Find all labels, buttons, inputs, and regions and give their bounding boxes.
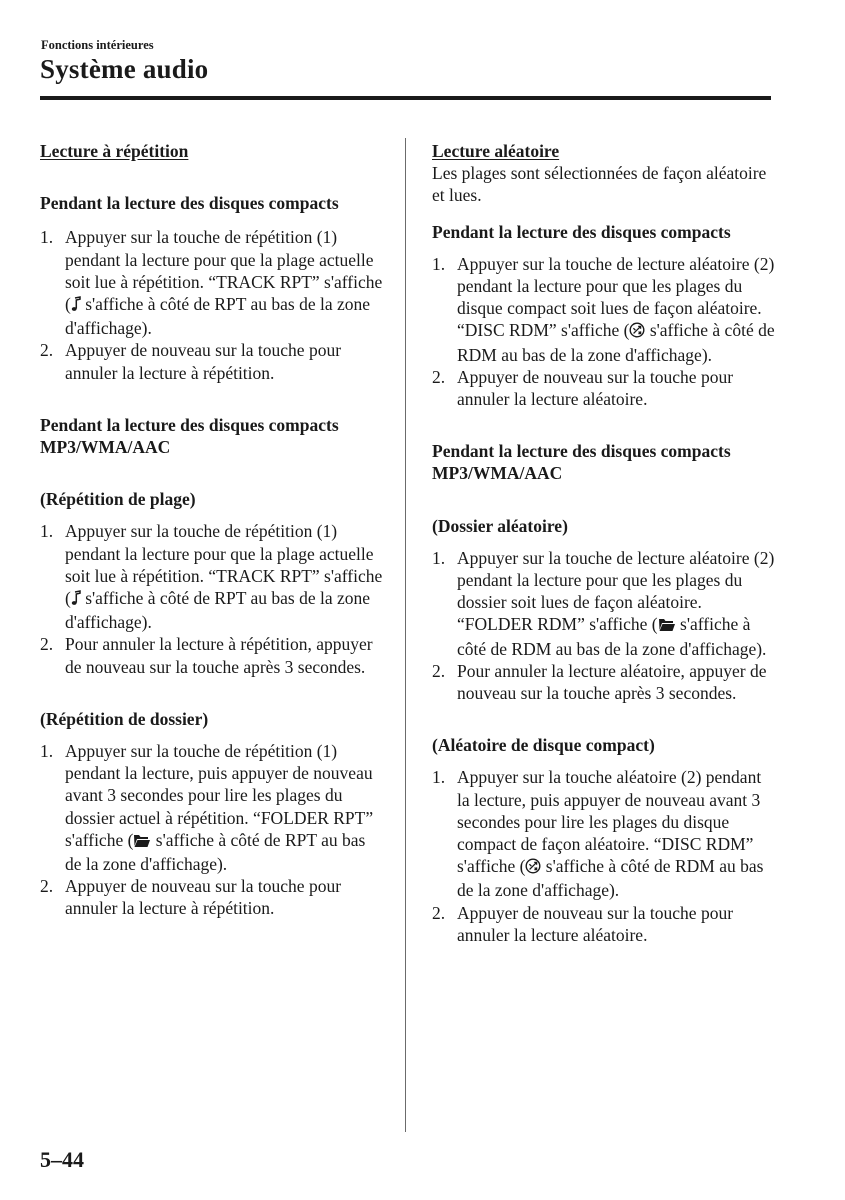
- list-item: 2. Appuyer de nouveau sur la touche pour annuler la lecture à répétition.: [40, 876, 342, 919]
- disc-random-icon: [525, 857, 541, 879]
- list-item: 2. Appuyer de nouveau sur la touche pour annuler la lecture à répétition.: [40, 340, 342, 383]
- repeat-cd-title: Pendant la lecture des disques compacts: [40, 193, 339, 214]
- repeat-mp3-title: Pendant la lecture des disques compacts MP3/WMA/AAC: [40, 414, 339, 458]
- header-section-label: Fonctions intérieures: [41, 38, 154, 52]
- header-rule: [40, 96, 771, 100]
- music-note-icon: [71, 295, 81, 317]
- list-item: 2. Pour annuler la lecture à répétition, appuyer de nouveau sur la touche après 3 secondes.: [40, 634, 373, 677]
- random-cd-steps: [432, 253, 777, 410]
- column-divider: [405, 138, 406, 1132]
- folder-repeat-steps: [40, 740, 385, 920]
- page-title: Système audio: [40, 54, 209, 84]
- random-intro: Les plages sont sélectionnées de façon aléatoire et lues.: [432, 163, 767, 206]
- folder-icon: [133, 831, 151, 853]
- random-mp3-title: Pendant la lecture des disques compacts MP3/WMA/AAC: [432, 441, 731, 484]
- list-item: 1. Appuyer sur la touche de répétition (1) pendant la lecture pour que la plage actuelle soit lue à répétition. “TRACK RPT” s'affiche ( s'affiche à côté de RPT au bas de la zone d'affichage).: [40, 227, 383, 339]
- disc-random-icon: [629, 321, 645, 343]
- list-item: 2. Appuyer de nouveau sur la touche pour annuler la lecture aléatoire.: [432, 902, 734, 945]
- page-number: 5–44: [40, 1147, 84, 1172]
- list-item: 2. Appuyer de nouveau sur la touche pour annuler la lecture aléatoire.: [432, 366, 734, 410]
- music-note-icon: [71, 589, 81, 611]
- track-repeat-steps: [40, 520, 385, 677]
- repeat-cd-steps: [40, 226, 385, 383]
- folder-random-title: (Dossier aléatoire): [432, 515, 568, 536]
- random-heading: Lecture aléatoire: [432, 141, 560, 161]
- random-cd-title: Pendant la lecture des disques compacts: [432, 221, 731, 242]
- list-item: 1. Appuyer sur la touche aléatoire (2) pendant la lecture, puis appuyer de nouveau avant 3 secondes pour lire les plages du disque compact de façon aléatoire. “DISC RDM” s'affiche ( s'affiche à côté de RDM au bas de la zone d'affichage).: [432, 767, 764, 901]
- folder-repeat-title: (Répétition de dossier): [40, 708, 209, 729]
- folder-random-steps: [432, 547, 777, 704]
- list-item: 1. Appuyer sur la touche de répétition (1) pendant la lecture, puis appuyer de nouveau avant 3 secondes pour lire les plages du dossier actuel à répétition. “FOLDER RPT” s'affiche ( s'affiche à côté de RPT au bas de la zone d'affichage).: [40, 741, 374, 875]
- track-repeat-title: (Répétition de plage): [40, 489, 196, 510]
- disc-random-steps: [432, 766, 777, 946]
- list-item: 1. Appuyer sur la touche de lecture aléatoire (2) pendant la lecture pour que les plages du dossier soit lues de façon aléatoire. “FOLDER RDM” s'affiche ( s'affiche à côté de RDM au bas de la zone d'affichage).: [432, 547, 775, 659]
- folder-icon: [658, 615, 676, 637]
- list-item: 1. Appuyer sur la touche de lecture aléatoire (2) pendant la lecture pour que les plages du disque compact soit lues de façon aléatoire. “DISC RDM” s'affiche ( s'affiche à côté de RDM au bas de la zone d'affichage).: [432, 253, 775, 365]
- disc-random-title: (Aléatoire de disque compact): [432, 735, 655, 756]
- right-column: [432, 140, 777, 946]
- left-column: [40, 140, 385, 920]
- list-item: 1. Appuyer sur la touche de répétition (1) pendant la lecture pour que la plage actuelle soit lue à répétition. “TRACK RPT” s'affiche ( s'affiche à côté de RPT au bas de la zone d'affichage).: [40, 521, 383, 633]
- repeat-heading: Lecture à répétition: [40, 141, 189, 161]
- list-item: 2. Pour annuler la lecture aléatoire, appuyer de nouveau sur la touche après 3 secondes.: [432, 660, 767, 704]
